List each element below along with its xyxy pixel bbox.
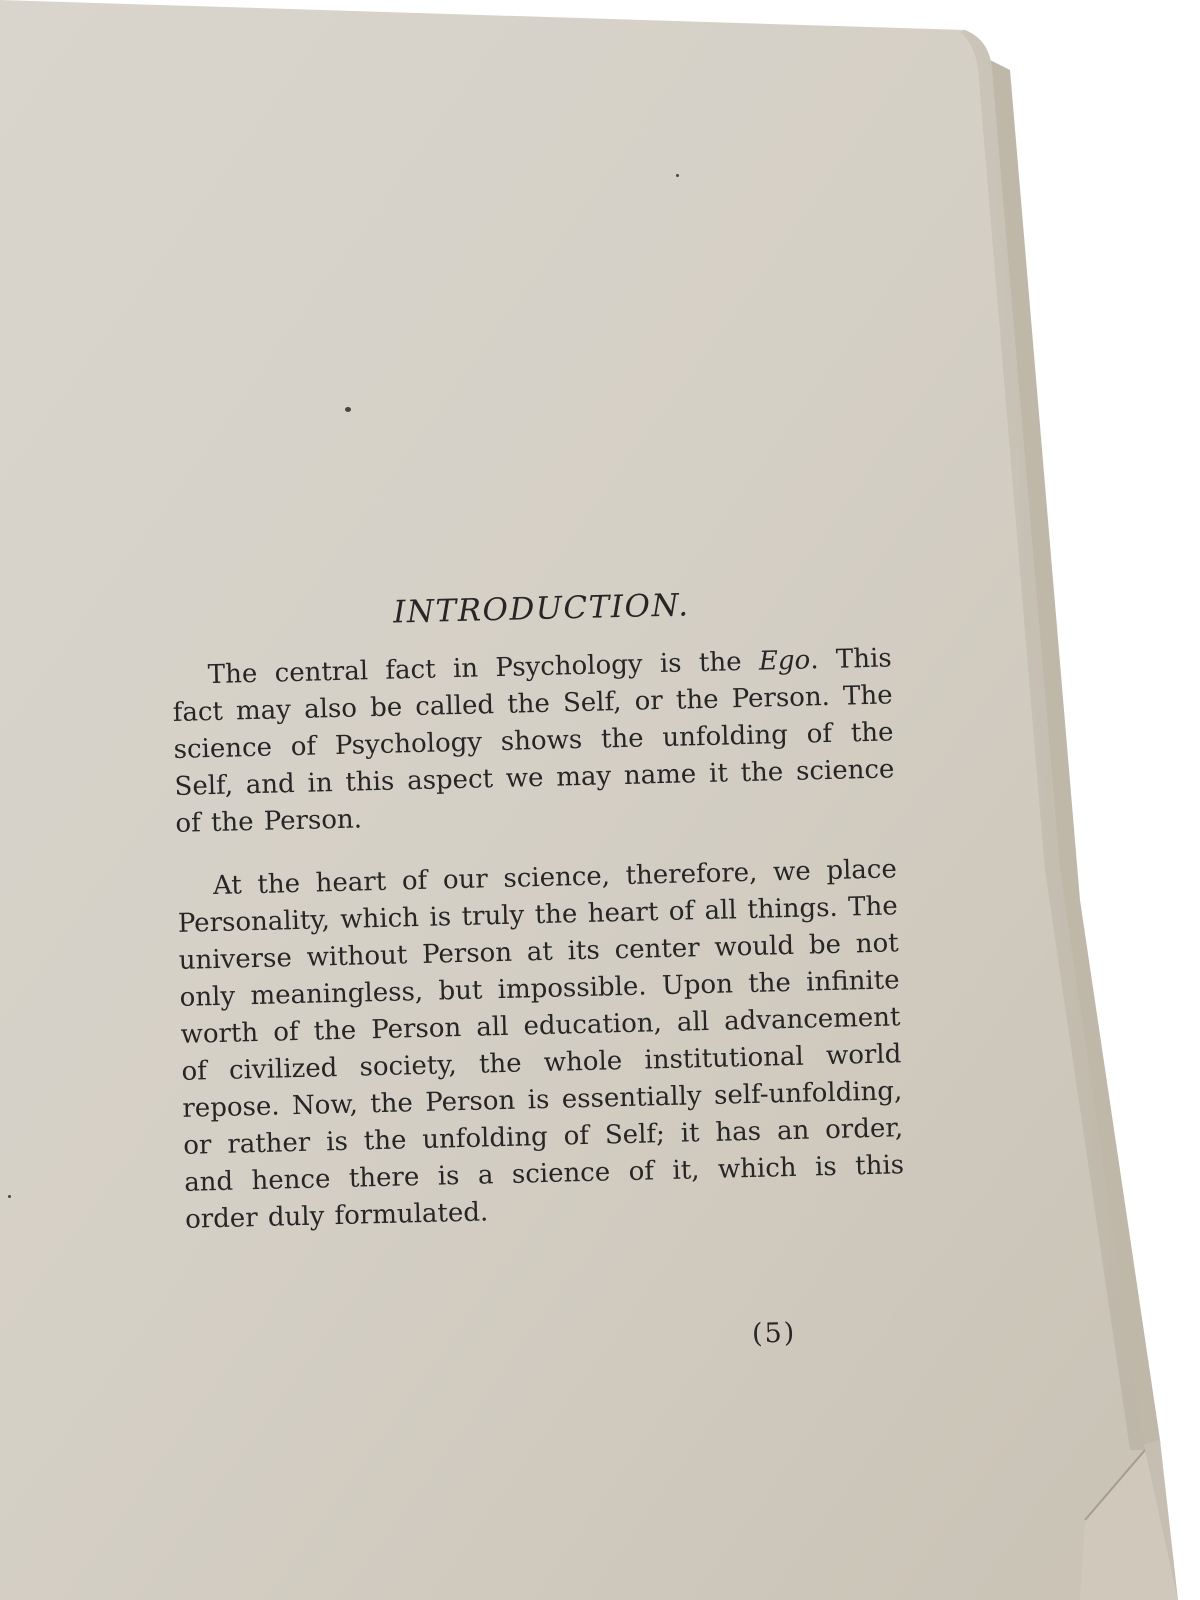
paragraph-1 [171,640,895,843]
paragraph-2: At the heart of our science, therefore, we place Personality, which is truly the heart of all things. The universe without Person at its center would be not only meaningless, but impossible. Upon the infinite worth of the Person all education, all advancement of civilized society, the whole institutional world repose. Now, the Person is essentially self-unfolding, or rather is the unfolding of Self; it has an order, and hence there is a science of it, which is this order duly formulated. [177,854,905,1235]
paragraph-1-text-end: . This fact may also be called the Self, or the Person. The science of Psychology shows the unfolding of the Self, and in this aspect we may name it the science of the Person. [172,643,895,839]
paragraph-1-text-start: The central fact in Psychology is the [207,646,760,691]
paper-speck [8,1195,11,1198]
paper-speck [676,174,679,177]
paper-speck [345,407,351,412]
paragraph-1-emphasis: Ego [758,645,811,677]
page-number: (5) [751,1317,797,1350]
page-text [170,582,906,1264]
section-heading: INTRODUCTION. [392,587,690,631]
